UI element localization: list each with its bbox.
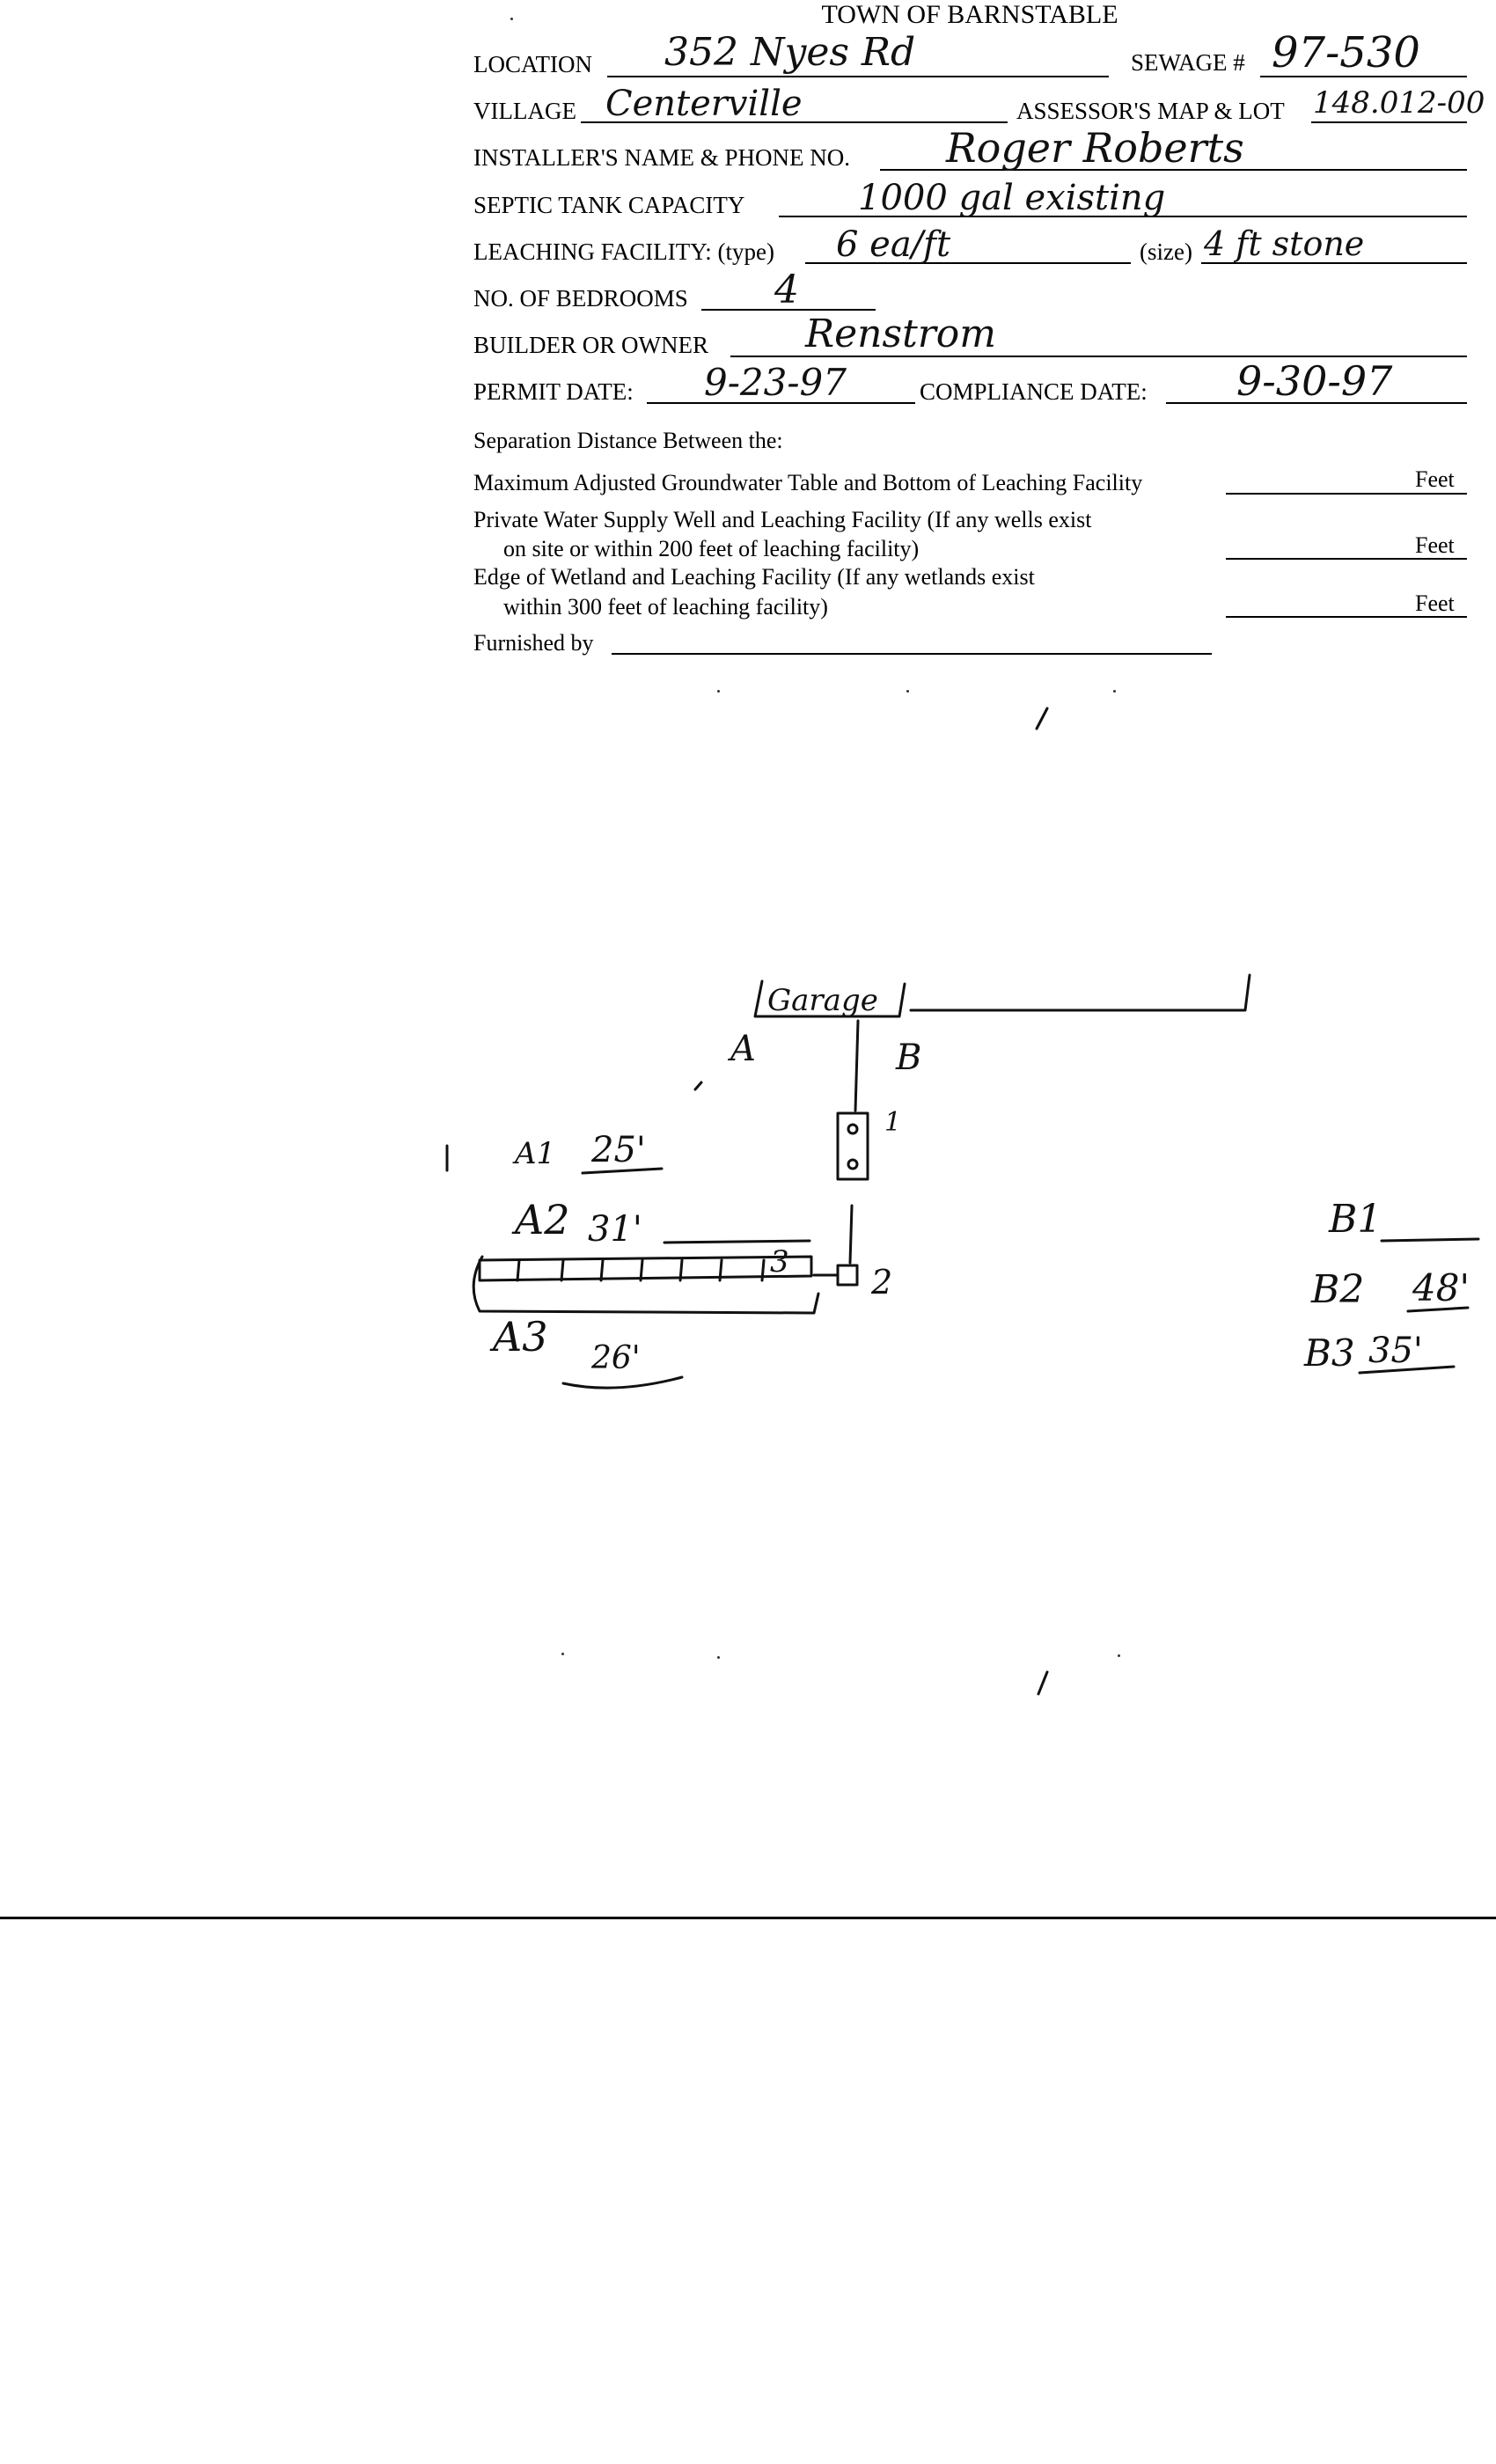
chamber-divider [680,1260,682,1280]
chamber-divider [720,1260,722,1280]
a3-underline [563,1377,682,1388]
compliance-label: COMPLIANCE DATE: [920,378,1148,405]
leaching-type-value: 6 ea/ft [836,224,951,265]
size-value: 4 ft stone [1204,224,1365,263]
a1-label: A1 [515,1136,556,1171]
assessor-label: ASSESSOR'S MAP & LOT [1016,98,1285,124]
field-bracket [473,1257,818,1313]
a3-label: A3 [493,1313,548,1360]
location-value: 352 Nyes Rd [664,30,916,75]
furnished-by-label: Furnished by [473,630,594,656]
b3-label: B3 [1304,1331,1355,1375]
tank-label: SEPTIC TANK CAPACITY [473,192,745,218]
page-title: TOWN OF BARNSTABLE [821,0,1118,29]
bedrooms-value: 4 [774,268,799,312]
village-label: VILLAGE [473,98,576,124]
separation-well-text-2: on site or within 200 feet of leaching facility) [503,536,920,561]
separation-wetland-text-2: within 300 feet of leaching facility) [503,594,828,620]
sewage-value: 97-530 [1272,28,1420,77]
tank-cover-1 [848,1125,857,1133]
builder-value: Renstrom [805,312,997,356]
bedrooms-label: NO. OF BEDROOMS [473,285,688,312]
separation-groundwater-unit: Feet [1415,466,1455,492]
b2-label: B2 [1311,1267,1365,1312]
a2-label: A2 [515,1196,570,1243]
scan-bottom-border [0,1917,1496,1919]
separation-wetland-unit: Feet [1415,590,1455,616]
installer-label: INSTALLER'S NAME & PHONE NO. [473,144,850,171]
size-label: (size) [1140,238,1192,265]
chamber-divider [641,1260,642,1280]
separation-heading: Separation Distance Between the: [473,428,783,453]
village-value: Centerville [605,84,803,124]
field-number: 3 [770,1244,789,1280]
field-top-underline [664,1241,810,1243]
stray-mark [695,1082,701,1089]
b1-underline [1382,1239,1478,1241]
location-label: LOCATION [473,51,592,77]
chamber-divider [762,1260,764,1280]
house-outline [911,975,1250,1010]
stray-mark [1038,1672,1047,1694]
b1-label: B1 [1329,1197,1382,1242]
tank-cover-2 [848,1160,857,1169]
b2-value: 48' [1412,1266,1470,1309]
permit-value: 9-23-97 [704,361,847,404]
chamber-divider [517,1260,519,1280]
b3-value: 35' [1368,1331,1423,1371]
a1-value: 25' [591,1130,646,1170]
box-number: 2 [871,1263,893,1302]
chamber-divider [601,1260,603,1280]
tank-to-box-pipe [850,1206,852,1263]
point-b-label: B [896,1038,922,1078]
tank-number: 1 [884,1107,902,1138]
compliance-value: 9-30-97 [1236,357,1393,405]
point-a-label: A [730,1029,756,1069]
sewage-label: SEWAGE # [1131,49,1245,76]
separation-well-text-1: Private Water Supply Well and Leaching Facility (If any wells exist [473,507,1092,532]
builder-label: BUILDER OR OWNER [473,332,708,358]
installer-value: Roger Roberts [946,124,1244,172]
leaching-label: LEACHING FACILITY: (type) [473,238,774,265]
distribution-box [838,1265,857,1285]
a3-value: 26' [591,1340,641,1376]
separation-groundwater-text: Maximum Adjusted Groundwater Table and Bottom of Leaching Facility [473,470,1143,495]
separation-wetland-text-1: Edge of Wetland and Leaching Facility (If any wetlands exist [473,564,1035,590]
building-sewer [855,1021,858,1111]
assessor-value: 148.012-00 [1313,85,1485,121]
a2-value: 31' [588,1209,642,1250]
chamber-divider [561,1260,563,1280]
separation-well-unit: Feet [1415,532,1455,558]
permit-label: PERMIT DATE: [473,378,634,405]
tank-value: 1000 gal existing [858,178,1166,218]
stray-mark [1037,708,1047,729]
garage-label: Garage [767,983,878,1018]
